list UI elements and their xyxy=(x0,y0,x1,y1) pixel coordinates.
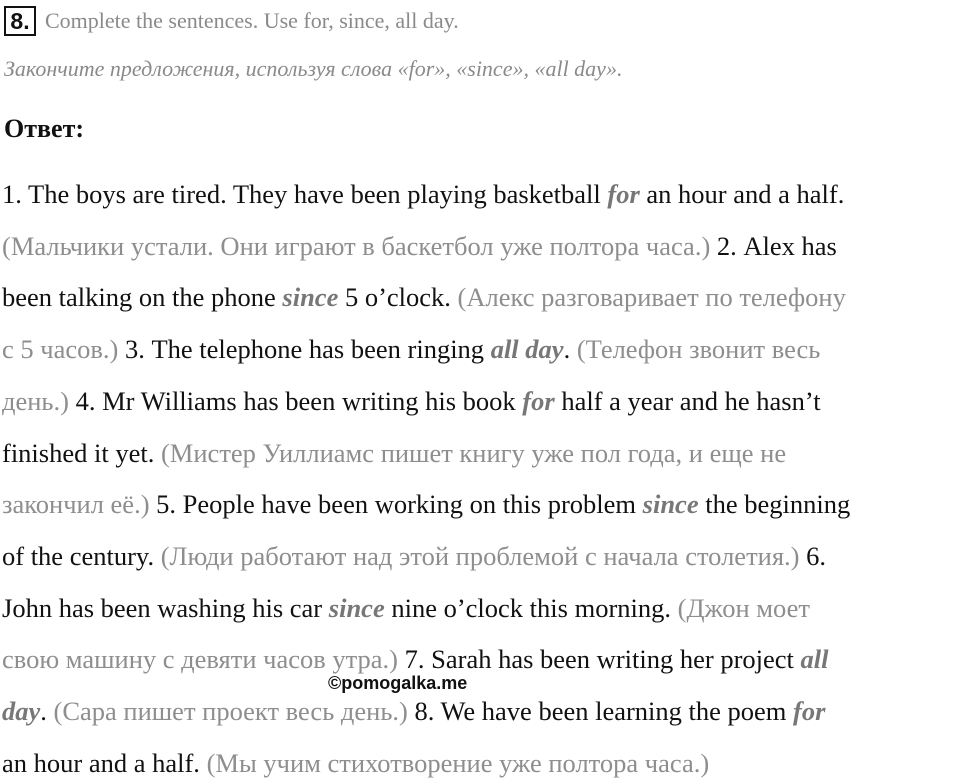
english-text: John has been washing his car xyxy=(2,592,329,623)
english-text: the beginning xyxy=(698,489,851,520)
english-text: 8. We have been learning the poem xyxy=(407,696,794,726)
english-text: an hour and a half. xyxy=(639,179,845,209)
task-instruction-ru: Закончите предложения, используя слова «for», «since», «all day». xyxy=(4,56,623,81)
answer-keyword: for xyxy=(522,385,555,416)
russian-translation: (Сара пишет проект весь день.) xyxy=(46,696,408,726)
russian-translation: (Джон моет xyxy=(671,592,810,623)
english-text: 7. Sarah has been writing her project xyxy=(398,644,801,675)
english-text: 2. Alex has xyxy=(710,230,837,261)
answer-line xyxy=(2,691,825,731)
russian-translation: (Алекс разговаривает по телефону xyxy=(450,282,846,313)
answer-line xyxy=(2,484,850,524)
answer-line xyxy=(2,174,844,214)
watermark: ©pomogalka.me xyxy=(328,673,468,693)
russian-translation: свою машину с девяти часов утра.) xyxy=(2,644,398,675)
russian-translation: (Мальчики устали. Они играют в баскетбол уже полтора часа.) xyxy=(2,230,711,261)
answer-keyword: for xyxy=(607,179,640,209)
task-number: 8. xyxy=(4,6,36,36)
english-text: . xyxy=(40,696,47,726)
answer-line xyxy=(2,329,820,369)
answer-keyword: since xyxy=(328,592,385,623)
english-text: 4. Mr Williams has been writing his book xyxy=(68,385,523,416)
answer-keyword: day xyxy=(2,696,41,726)
answer-label: Ответ: xyxy=(4,114,85,143)
english-text: nine o’clock this morning. xyxy=(384,592,672,623)
english-text: 3. The telephone has been ringing xyxy=(118,334,491,365)
english-text: of the century. xyxy=(2,540,155,571)
russian-translation: день.) xyxy=(2,385,69,416)
task-instruction-en: Complete the sentences. Use for, since, all day. xyxy=(45,8,459,33)
answer-line xyxy=(2,277,846,317)
english-text: 1. The boys are tired. They have been playing basketball xyxy=(2,179,608,209)
russian-translation: (Мистер Уиллиамс пишет книгу уже пол года, и еще не xyxy=(154,437,787,468)
english-text: 6. xyxy=(799,540,826,571)
english-text: an hour and a half. xyxy=(2,747,200,778)
answer-line xyxy=(2,588,810,628)
english-text: 5 o’clock. xyxy=(338,282,451,313)
answer-line xyxy=(2,743,709,783)
task-header xyxy=(4,4,459,38)
english-text: finished it yet. xyxy=(2,437,155,468)
russian-translation: (Телефон звонит весь xyxy=(570,334,821,365)
answer-line xyxy=(2,381,821,421)
answer-keyword: all xyxy=(800,644,829,675)
russian-translation: (Мы учим стихотворение уже полтора часа.) xyxy=(199,747,710,778)
answer-keyword: all day xyxy=(490,334,564,365)
answer-keyword: since xyxy=(282,282,339,313)
russian-translation: закончил её.) xyxy=(2,489,150,520)
english-text: . xyxy=(563,334,571,365)
answer-keyword: since xyxy=(642,489,699,520)
answer-line xyxy=(2,226,837,266)
answer-keyword: for xyxy=(793,696,826,726)
english-text: half a year and he hasn’t xyxy=(554,385,821,416)
answer-line xyxy=(2,536,826,576)
english-text: been talking on the phone xyxy=(2,282,283,313)
english-text: 5. People have been working on this problem xyxy=(149,489,643,520)
answer-line xyxy=(2,433,786,473)
russian-translation: (Люди работают над этой проблемой с начала столетия.) xyxy=(154,540,800,571)
russian-translation: с 5 часов.) xyxy=(2,334,119,365)
